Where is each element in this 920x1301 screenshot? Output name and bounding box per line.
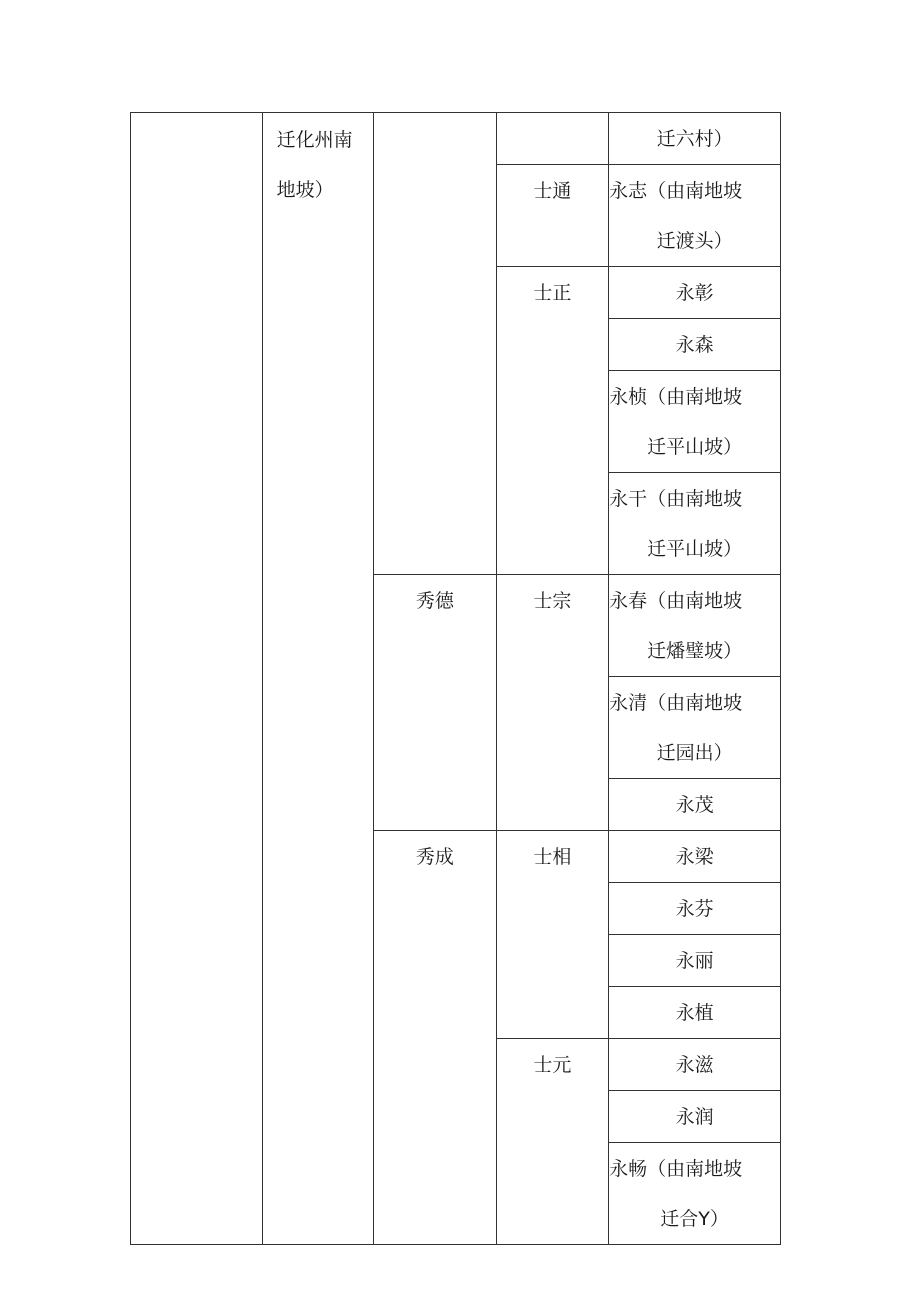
gen4-name: 士通: [533, 180, 572, 202]
gen5-name-cont: 迁合Y）: [660, 1208, 729, 1230]
gen3-name: 秀成: [415, 846, 454, 868]
gen3-name: 秀德: [415, 590, 454, 612]
genealogy-table: [130, 112, 781, 1245]
gen4-name: 士宗: [533, 590, 572, 612]
gen5-cell: [609, 113, 781, 165]
gen5-cell: [609, 831, 781, 883]
gen5-name: 永润: [675, 1106, 714, 1128]
gen5-name: 永植: [675, 1002, 714, 1024]
table-row: [131, 113, 781, 165]
gen4-cell: [496, 575, 609, 831]
gen5-cell: [609, 677, 781, 779]
ancestor-cell-empty: [131, 113, 263, 1245]
gen5-name: 永丽: [675, 950, 714, 972]
gen5-cell: [609, 1091, 781, 1143]
gen5-cell: [609, 575, 781, 677]
gen5-name: 永清（由南地坡: [609, 692, 743, 714]
gen4-cell-empty: [496, 113, 609, 165]
gen4-name: 士正: [533, 282, 572, 304]
gen5-cell: [609, 987, 781, 1039]
gen5-cell: [609, 371, 781, 473]
gen5-name: 永森: [675, 334, 714, 356]
gen5-name: 永芬: [675, 898, 714, 920]
gen5-cell: [609, 883, 781, 935]
gen5-name: 迁六村）: [656, 128, 733, 150]
gen5-name: 永桢（由南地坡: [609, 386, 743, 408]
gen5-name: 永彰: [675, 282, 714, 304]
gen5-name-cont: 迁平山坡）: [647, 436, 743, 458]
gen3-cell-empty: [374, 113, 497, 575]
gen5-cell: [609, 1039, 781, 1091]
gen5-cell: [609, 935, 781, 987]
gen4-name: 士元: [533, 1054, 572, 1076]
migration-note-line: 地坡）: [276, 179, 334, 201]
gen4-cell: [496, 1039, 609, 1245]
gen5-name: 永畅（由南地坡: [609, 1158, 743, 1180]
gen5-name: 永春（由南地坡: [609, 590, 743, 612]
gen5-name-cont: 迁燔璧坡）: [647, 640, 743, 662]
gen5-name-cont: 迁园出）: [656, 742, 733, 764]
gen3-cell: [374, 831, 497, 1245]
gen4-name: 士相: [533, 846, 572, 868]
gen5-cell: [609, 473, 781, 575]
gen5-cell: [609, 165, 781, 267]
gen4-cell: [496, 831, 609, 1039]
gen5-name: 永茂: [675, 794, 714, 816]
gen5-name-cont: 迁平山坡）: [647, 538, 743, 560]
gen4-cell: [496, 267, 609, 575]
gen5-name: 永志（由南地坡: [609, 180, 743, 202]
gen5-name: 永滋: [675, 1054, 714, 1076]
migration-note-cell: [262, 113, 374, 1245]
gen4-cell: [496, 165, 609, 267]
gen5-cell: [609, 1143, 781, 1245]
gen5-name: 永干（由南地坡: [609, 488, 743, 510]
gen5-name-cont: 迁渡头）: [656, 230, 733, 252]
gen5-cell: [609, 779, 781, 831]
gen5-name: 永梁: [675, 846, 714, 868]
migration-note-line: 迁化州南: [276, 129, 353, 151]
gen5-cell: [609, 319, 781, 371]
gen3-cell: [374, 575, 497, 831]
gen5-cell: [609, 267, 781, 319]
